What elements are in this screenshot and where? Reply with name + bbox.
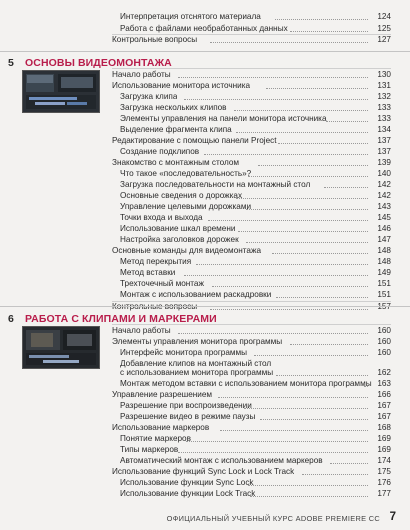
leader-dots bbox=[260, 418, 368, 420]
toc-entry-page: 134 bbox=[377, 125, 391, 134]
toc-entry bbox=[0, 92, 410, 102]
toc-entry-title: Загрузка последовательности на монтажный стол bbox=[120, 180, 311, 189]
leader-dots bbox=[210, 41, 368, 43]
toc-entry bbox=[0, 401, 410, 411]
toc-entry bbox=[0, 213, 410, 223]
toc-entry-title: Метод перекрытия bbox=[120, 257, 192, 266]
toc-entry bbox=[0, 326, 410, 336]
toc-entry bbox=[0, 379, 410, 389]
toc-entry-title: Управление целевыми дорожками bbox=[120, 202, 252, 211]
toc-entry-page: 124 bbox=[377, 12, 391, 21]
toc-entry-title: Использование функции Sync Lock bbox=[120, 478, 254, 487]
toc-entry bbox=[0, 302, 410, 312]
chapter-number: 5 bbox=[8, 57, 14, 69]
toc-entry-page: 137 bbox=[377, 136, 391, 145]
toc-entry-title: с использованием монитора программы bbox=[120, 368, 274, 377]
leader-dots bbox=[244, 407, 368, 409]
toc-entry-page: 151 bbox=[377, 290, 391, 299]
toc-entry bbox=[0, 125, 410, 135]
toc-entry bbox=[0, 337, 410, 347]
toc-entry-title: Монтаж с использованием раскадровки bbox=[120, 290, 272, 299]
toc-entry-page: 146 bbox=[377, 224, 391, 233]
toc-entry-page: 133 bbox=[377, 114, 391, 123]
chapter-divider bbox=[0, 51, 410, 52]
toc-entry-page: 127 bbox=[377, 35, 391, 44]
toc-entry-title: Создание подклипов bbox=[120, 147, 200, 156]
leader-dots bbox=[236, 197, 368, 199]
leader-dots bbox=[278, 142, 368, 144]
toc-entry-page: 167 bbox=[377, 412, 391, 421]
toc-entry-page: 149 bbox=[377, 268, 391, 277]
leader-dots bbox=[302, 473, 368, 475]
toc-entry bbox=[0, 180, 410, 190]
toc-entry-title: Метод вставки bbox=[120, 268, 176, 277]
toc-entry bbox=[0, 70, 410, 80]
leader-dots bbox=[250, 495, 368, 497]
toc-entry-page: 160 bbox=[377, 337, 391, 346]
toc-entry bbox=[0, 368, 410, 378]
toc-entry-page: 143 bbox=[377, 202, 391, 211]
toc-entry-title: Интерфейс монитора программы bbox=[120, 348, 248, 357]
toc-entry bbox=[0, 445, 410, 455]
leader-dots bbox=[266, 87, 368, 89]
toc-entry-page: 151 bbox=[377, 279, 391, 288]
toc-entry-page: 176 bbox=[377, 478, 391, 487]
toc-entry-page: 133 bbox=[377, 103, 391, 112]
chapter-divider bbox=[0, 306, 410, 307]
toc-entry-title: Элементы управления на панели монитора источника bbox=[120, 114, 327, 123]
toc-entry-page: 175 bbox=[377, 467, 391, 476]
toc-entry-title: Управление разрешением bbox=[112, 390, 213, 399]
toc-entry-title: Добавление клипов на монтажный стол bbox=[120, 359, 272, 368]
toc-entry-page: 166 bbox=[377, 390, 391, 399]
chapter-title: РАБОТА С КЛИПАМИ И МАРКЕРАМИ bbox=[25, 313, 217, 325]
leader-dots bbox=[238, 230, 368, 232]
toc-entry bbox=[0, 81, 410, 91]
toc-entry-title: Монтаж методом вставки с использованием монитора программы bbox=[120, 379, 372, 388]
toc-entry-page: 160 bbox=[377, 326, 391, 335]
toc-entry bbox=[0, 456, 410, 466]
toc-entry bbox=[0, 390, 410, 400]
leader-dots bbox=[186, 440, 368, 442]
leader-dots bbox=[210, 308, 368, 310]
toc-entry-title: Знакомство с монтажным столом bbox=[112, 158, 240, 167]
toc-entry-page: 147 bbox=[377, 235, 391, 244]
chapter-number: 6 bbox=[8, 313, 14, 325]
toc-entry-page: 168 bbox=[377, 423, 391, 432]
leader-dots bbox=[326, 120, 368, 122]
toc-entry-title: Точки входа и выхода bbox=[120, 213, 203, 222]
toc-entry bbox=[0, 224, 410, 234]
toc-entry-page: 160 bbox=[377, 348, 391, 357]
toc-entry-title: Редактирование с помощью панели Project bbox=[112, 136, 277, 145]
toc-entry-title: Использование маркеров bbox=[112, 423, 210, 432]
toc-entry bbox=[0, 489, 410, 499]
page-footer bbox=[0, 512, 410, 524]
toc-entry-page: 140 bbox=[377, 169, 391, 178]
leader-dots bbox=[218, 396, 368, 398]
toc-entry bbox=[0, 136, 410, 146]
separator-line bbox=[112, 324, 391, 325]
toc-entry-page: 162 bbox=[377, 368, 391, 377]
chapter-title: ОСНОВЫ ВИДЕОМОНТАЖА bbox=[25, 57, 172, 69]
leader-dots bbox=[220, 429, 368, 431]
toc-entry bbox=[0, 467, 410, 477]
leader-dots bbox=[196, 263, 368, 265]
toc-entry bbox=[0, 202, 410, 212]
leader-dots bbox=[184, 274, 368, 276]
toc-entry-page: 169 bbox=[377, 445, 391, 454]
toc-entry bbox=[0, 147, 410, 157]
toc-entry-page: 142 bbox=[377, 191, 391, 200]
toc-entry-title: Основные сведения о дорожках bbox=[120, 191, 243, 200]
leader-dots bbox=[290, 30, 368, 32]
leader-dots bbox=[208, 219, 368, 221]
toc-entry-title: Основные команды для видеомонтажа bbox=[112, 246, 262, 255]
toc-entry bbox=[0, 478, 410, 488]
toc-entry-title: Использование монитора источника bbox=[112, 81, 251, 90]
toc-entry-title: Понятие маркеров bbox=[120, 434, 191, 443]
leader-dots bbox=[275, 18, 368, 20]
toc-entry-page: 174 bbox=[377, 456, 391, 465]
toc-entry-title: Разрешение видео в режиме паузы bbox=[120, 412, 256, 421]
toc-entry bbox=[0, 24, 410, 34]
leader-dots bbox=[212, 285, 368, 287]
leader-dots bbox=[248, 175, 368, 177]
toc-entry-title: Автоматический монтаж с использованием маркеров bbox=[120, 456, 323, 465]
toc-entry-title: Контрольные вопросы bbox=[112, 302, 198, 311]
separator-line bbox=[112, 68, 391, 69]
toc-entry bbox=[0, 35, 410, 45]
toc-entry-page: 163 bbox=[377, 379, 391, 388]
toc-entry-title: Разрешение при воспроизведении bbox=[120, 401, 252, 410]
toc-entry bbox=[0, 279, 410, 289]
leader-dots bbox=[178, 451, 368, 453]
toc-entry-title: Начало работы bbox=[112, 70, 171, 79]
toc-entry-title: Загрузка нескольких клипов bbox=[120, 103, 227, 112]
toc-entry bbox=[0, 423, 410, 433]
toc-entry-title: Элементы управления монитора программы bbox=[112, 337, 283, 346]
leader-dots bbox=[276, 374, 368, 376]
leader-dots bbox=[184, 98, 368, 100]
leader-dots bbox=[330, 462, 368, 464]
toc-entry-page: 132 bbox=[377, 92, 391, 101]
leader-dots bbox=[364, 385, 368, 387]
leader-dots bbox=[324, 186, 368, 188]
toc-entry-title: Трехточечный монтаж bbox=[120, 279, 204, 288]
toc-entry-title: Что такое «последовательность»? bbox=[120, 169, 252, 178]
toc-entry-page: 137 bbox=[377, 147, 391, 156]
toc-entry-title: Выделение фрагмента клипа bbox=[120, 125, 232, 134]
footer-running-title: ОФИЦИАЛЬНЫЙ УЧЕБНЫЙ КУРС ADOBE PREMIERE CC bbox=[166, 514, 380, 523]
toc-entry bbox=[0, 191, 410, 201]
toc-entry-title: Использование функций Sync Lock и Lock Track bbox=[112, 467, 295, 476]
toc-entry bbox=[0, 434, 410, 444]
toc-entry-title: Типы маркеров bbox=[120, 445, 179, 454]
toc-entry-title: Работа с файлами необработанных данных bbox=[120, 24, 288, 33]
leader-dots bbox=[254, 354, 368, 356]
toc-entry bbox=[0, 268, 410, 278]
page-number: 7 bbox=[389, 511, 396, 523]
toc-entry bbox=[0, 348, 410, 358]
leader-dots bbox=[236, 131, 368, 133]
toc-entry bbox=[0, 169, 410, 179]
toc-entry-title: Контрольные вопросы bbox=[112, 35, 198, 44]
toc-entry-page: 131 bbox=[377, 81, 391, 90]
toc-entry bbox=[0, 246, 410, 256]
leader-dots bbox=[234, 109, 368, 111]
toc-entry-title: Интерпретация отснятого материала bbox=[120, 12, 261, 21]
toc-entry bbox=[0, 257, 410, 267]
toc-entry-page: 125 bbox=[377, 24, 391, 33]
toc-entry-title: Использование шкал времени bbox=[120, 224, 236, 233]
toc-entry bbox=[0, 114, 410, 124]
leader-dots bbox=[248, 484, 368, 486]
toc-entry-page: 145 bbox=[377, 213, 391, 222]
leader-dots bbox=[276, 296, 368, 298]
leader-dots bbox=[246, 208, 368, 210]
toc-entry-page: 167 bbox=[377, 401, 391, 410]
toc-entry bbox=[0, 290, 410, 300]
leader-dots bbox=[204, 153, 368, 155]
leader-dots bbox=[290, 343, 368, 345]
toc-entry-page: 169 bbox=[377, 434, 391, 443]
toc-entry-title: Загрузка клипа bbox=[120, 92, 178, 101]
leader-dots bbox=[272, 252, 368, 254]
toc-entry-page: 157 bbox=[377, 302, 391, 311]
toc-entry-page: 177 bbox=[377, 489, 391, 498]
toc-entry bbox=[0, 103, 410, 113]
toc-entry-title: Настройка заголовков дорожек bbox=[120, 235, 239, 244]
toc-entry-title: Начало работы bbox=[112, 326, 171, 335]
leader-dots bbox=[178, 332, 368, 334]
leader-dots bbox=[178, 76, 368, 78]
leader-dots bbox=[258, 164, 368, 166]
toc-entry bbox=[0, 12, 410, 22]
toc-entry-page: 139 bbox=[377, 158, 391, 167]
leader-dots bbox=[246, 241, 368, 243]
toc-entry-page: 130 bbox=[377, 70, 391, 79]
toc-entry bbox=[0, 235, 410, 245]
toc-entry-page: 142 bbox=[377, 180, 391, 189]
toc-entry-title: Использование функции Lock Track bbox=[120, 489, 256, 498]
toc-entry-page: 148 bbox=[377, 246, 391, 255]
toc-entry-page: 148 bbox=[377, 257, 391, 266]
toc-entry bbox=[0, 412, 410, 422]
toc-entry bbox=[0, 158, 410, 168]
